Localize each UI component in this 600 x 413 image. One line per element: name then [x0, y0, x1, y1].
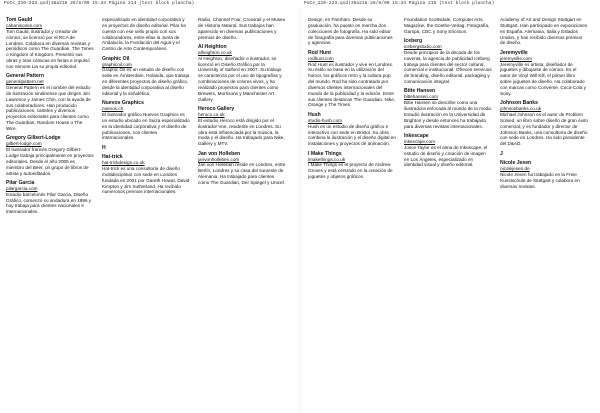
entry-name: Heroco Gallery: [198, 105, 235, 112]
entry-name: Gregory Gilbert-Lodge: [6, 135, 61, 142]
entry-name: Jan von Holleben: [198, 150, 241, 157]
entry-body: Jeremyville es artista, diseñador de juguetes y dibujante de cómics. Es el autor de Vinyl Will Kill, el primer libro sobre juguetes de diseño. Ha colaborado con marcas como Converse, Coca-Cola y Sony.: [500, 61, 586, 96]
entry-body: Bitte Hansen se describe como una ilustradora enfocada al mundo de la moda. Estudió ilustración en la Universidad de Brighton y desde entonces ha trabajado para diversas revistas internacionales.: [404, 100, 492, 129]
directory-entry: [308, 50, 396, 109]
entry-name: Jeremyville: [500, 49, 528, 56]
entry-url[interactable]: hat-trickdesign.co.uk: [102, 160, 145, 166]
entry-name: Hat-trick: [102, 154, 123, 161]
directory-entry: [6, 135, 94, 176]
text-column-1: [6, 17, 94, 411]
entry-url[interactable]: janvonholleben.com: [198, 156, 240, 162]
entry-url[interactable]: nuevos.ch: [102, 106, 124, 112]
directory-entry: [198, 17, 286, 40]
directory-entry: [500, 100, 588, 147]
directory-entry: [404, 38, 492, 85]
entry-body: Design, en Farnham. Desde su graduación, ha puesto en marcha dos colecciones de fotografía. Ha sido editor de fotografía para diversas publicaciones y agencias.: [308, 17, 393, 46]
directory-entry: [198, 106, 286, 147]
entry-body: El ilustrador gráfico Nuevos Graphics es un estudio ubicado en Suiza especializado en la identidad corporativa y el diseño de publicaciones, con clientes internacionales.: [102, 111, 190, 141]
directory-entry: [500, 17, 588, 46]
entry-name: General Pattern: [6, 73, 44, 80]
entry-body: Estudio barcelonés Pilar Garcia, Diseño Gráfico, comenzó su andadura en 1996 y hoy trabaja para clientes nacionales e internacionales.: [6, 191, 92, 215]
entry-url[interactable]: icebergstudio.com: [404, 44, 442, 50]
entry-name: Hush: [308, 111, 321, 118]
entry-url[interactable]: jeremyville.com: [500, 55, 532, 61]
entry-body: Nicole Jesen ha trabajado en la Freie Kunstschule de Stuttgart y colabora en diversas revistas.: [500, 171, 580, 189]
entry-name: Rod Hunt: [308, 49, 331, 56]
directory-entry: [404, 133, 492, 168]
entry-url[interactable]: rodhunt.com: [308, 55, 334, 61]
directory-entry: [6, 73, 94, 132]
directory-entry: [102, 154, 190, 195]
directory-entry: [198, 44, 286, 103]
print-slug-right: PoCs_210-223.qxd|36a218 26/8/09 15:34 Página 215 (text block plancha): [304, 1, 495, 6]
directory-entry: [102, 17, 190, 52]
entry-body: I Make Things es el proyecto de Andrew Groves y está centrado en la creación de juguetes y objetos gráficos.: [308, 162, 393, 180]
magazine-spread: [0, 9, 600, 413]
entry-body: Tom Gauld, ilustrador y creador de cómics, se licenció por el RCA de Londres. Colabora en diversas revistas y periódicos como The Guardian, The Times o Kingdom of Kingdom. Presentó sus obras y tiras cómicas en ferias e impulsó con Simone Lia su propia editorial.: [6, 28, 94, 69]
entry-body: Michael Johnson es el autor de Problem Solved, un libro sobre diseño de gran éxito comercial, y es fundador y director de Johnson Banks, una consultoría de diseño con sede en Londres. Ha sido presidente del D&AD.: [500, 111, 588, 147]
entry-name: Nicole Jesen: [500, 160, 532, 167]
entry-url[interactable]: johnsonbanks.co.uk: [500, 106, 542, 112]
entry-body: Al Heighton, diseñador e ilustrador, se licenció en Diseño Gráfico por la University of Salford en 2007. Su trabajo se caracteriza por el uso de tipografías y combinaciones de colores vivos, y ha realizado proyectos para clientes como Brewers, Morrisons y Manchester Art Gallery.: [198, 55, 282, 102]
directory-entry: [500, 50, 588, 97]
directory-entry: [404, 17, 492, 35]
entry-body: General Pattern es el nombre del estudio de ilustración londinense que dirigen Jim Lawrence y James Chin, con la ayuda de sus colaboradores. Han producido publicaciones, carteles y diversos proyectos editoriales para clientes como The Guardian, Random House o The Wire.: [6, 85, 91, 131]
entry-url[interactable]: heroco.co.uk: [198, 111, 225, 117]
entry-body: El estudio Heroco está dirigido por el ilustrador Von, residente en Londres. Su obra está influenciada por la música, la moda y el diseño. Ha trabajado para Nike, Gallery y MTV.: [198, 117, 285, 147]
directory-entry: [102, 56, 190, 97]
entry-body: Jan von Holleben reside en Londres, entre Berlín, Londres y su casa del suroeste de Alemania. Ha trabajado para clientes como The Guardian, Der Spiegel y Unicef.: [198, 162, 286, 185]
entry-name: Pilar Garcia: [6, 179, 35, 186]
text-column-2: [102, 17, 190, 411]
entry-url[interactable]: pilargarcia.com: [6, 185, 38, 191]
directory-entry: [102, 100, 190, 141]
entry-body: El ilustrador francés Gregory Gilbert-Lodge trabaja principalmente en proyectos editoriales. Desde el año 2005 es miembro del Beer, un grupo de libros de artista y autoeditados.: [6, 147, 94, 176]
text-column-3: [198, 17, 286, 411]
directory-entry: [500, 151, 588, 157]
entry-url[interactable]: gilbert-lodge.com: [6, 141, 42, 147]
entry-body: Hush es un estudio de diseño gráfico e interactivo con sede en Bristol. Su obra combina la ilustración y el diseño digital en instalaciones y proyectos de animación.: [308, 123, 396, 147]
directory-entry: [6, 180, 94, 215]
directory-entry: [308, 17, 396, 46]
entry-body: Graphic Oil es un estudio de diseño con sede en Ámsterdam, Holanda, que trabaja en diferentes proyectos de diseño gráfico, desde la identidad corporativa al diseño editorial y la señalética.: [102, 67, 190, 96]
entry-url[interactable]: graphicoil.com: [102, 61, 132, 67]
entry-url[interactable]: alheighton.co.uk: [198, 49, 232, 55]
entry-name: Al Heighton: [198, 43, 227, 50]
entry-url[interactable]: cabanisones.com: [6, 23, 43, 28]
print-slug-left: PoCs_210-223.qxd|36a218 26/8/09 15:34 Página 214 (text block plancha): [4, 1, 195, 6]
text-column-6: [500, 17, 588, 411]
entry-url[interactable]: inkescape.com: [404, 139, 435, 144]
entry-name: Tom Gauld: [6, 17, 33, 23]
entry-body: especializado en identidad corporativa y en proyectos de diseño editorial. Pilar ha cuenta con ese sello propio con sus colaboradores, entre ellas la Junta de Andalucía, la Fundación del Agua y el Centro de Arte Contemporáneo.: [102, 17, 186, 52]
entry-body: Hat-trick es una consultoría de diseño multidisciplinar con sede en Londres fundada en 2001 por Gareth Howat, David Kimpton y Jim Sutherland. Ha recibido numerosos premios internacionales.: [102, 166, 190, 195]
directory-entry: [308, 112, 396, 147]
entry-url[interactable]: nicolejesen.de: [500, 166, 530, 172]
directory-entry: [6, 17, 94, 70]
entry-body: Radio, Channel Four, Crossrail y el Museo de Historia Natural. Sus trabajos han aparecido en diversas publicaciones y premios de diseño.: [198, 17, 286, 40]
entry-body: Academy of Art and Design Stuttgart en Stuttgart. Han participado en exposiciones en España, Alemania, Italia y Estados Unidos, y han recibido diversos premios de diseño.: [500, 17, 588, 46]
entry-body: Josce Taylor es el alma de Inkescape, el estudio de diseño y creación de imagen en Los Ángeles, especializado en identidad visual y diseño editorial.: [404, 144, 488, 168]
directory-entry: [102, 145, 190, 151]
entry-body: Foundation Scottsdale, Computer Arts, Magazine, the Goethe-Verlag, Fotografía, Gampa, CBC y Sony Ericsson.: [404, 17, 490, 34]
entry-url[interactable]: imakethings.co.uk: [308, 156, 346, 162]
entry-name: Nuevos Graphics: [102, 100, 144, 107]
text-column-5: [404, 17, 492, 411]
entry-name: J: [500, 150, 503, 157]
directory-entry: [404, 88, 492, 129]
entry-name: Graphic Oil: [102, 55, 130, 62]
entry-name: Inkescape: [404, 133, 429, 139]
entry-body: Rod Hunt es ilustrador y vive en Londres. Su estilo se basa en la utilización del humor, los gráficos retro y la cultura pop del mundo. Rod ha sido contratado por diversos clientes internacionales del mundo de la publicidad y la edición. Entre sus clientes destacan The Guardian, Nike, Orange y The Times.: [308, 61, 396, 108]
entry-name: I Make Things: [308, 150, 342, 157]
entry-name: Bitte Hansen: [404, 88, 436, 95]
entry-url[interactable]: generalpattern.net: [6, 79, 44, 85]
entry-url[interactable]: bittehansen.com: [404, 94, 439, 100]
entry-name: Iceberg: [404, 38, 423, 45]
entry-name: H: [102, 144, 106, 151]
page-gutter: [298, 9, 302, 413]
directory-entry: [500, 160, 588, 189]
directory-entry: [198, 151, 286, 186]
text-column-4: [308, 17, 396, 411]
entry-body: Desde principios de la década de los noventa, la agencia de publicidad Iceberg trabaja para clientes del sector cultural, comercial e institucional. Ofrecen servicios de branding, diseño editorial, packaging y comunicación integral.: [404, 49, 492, 85]
entry-url[interactable]: studio-hush.com: [308, 117, 343, 123]
entry-name: Johnson Banks: [500, 100, 538, 107]
print-slug-bar: [0, 0, 600, 9]
directory-entry: [308, 151, 396, 180]
